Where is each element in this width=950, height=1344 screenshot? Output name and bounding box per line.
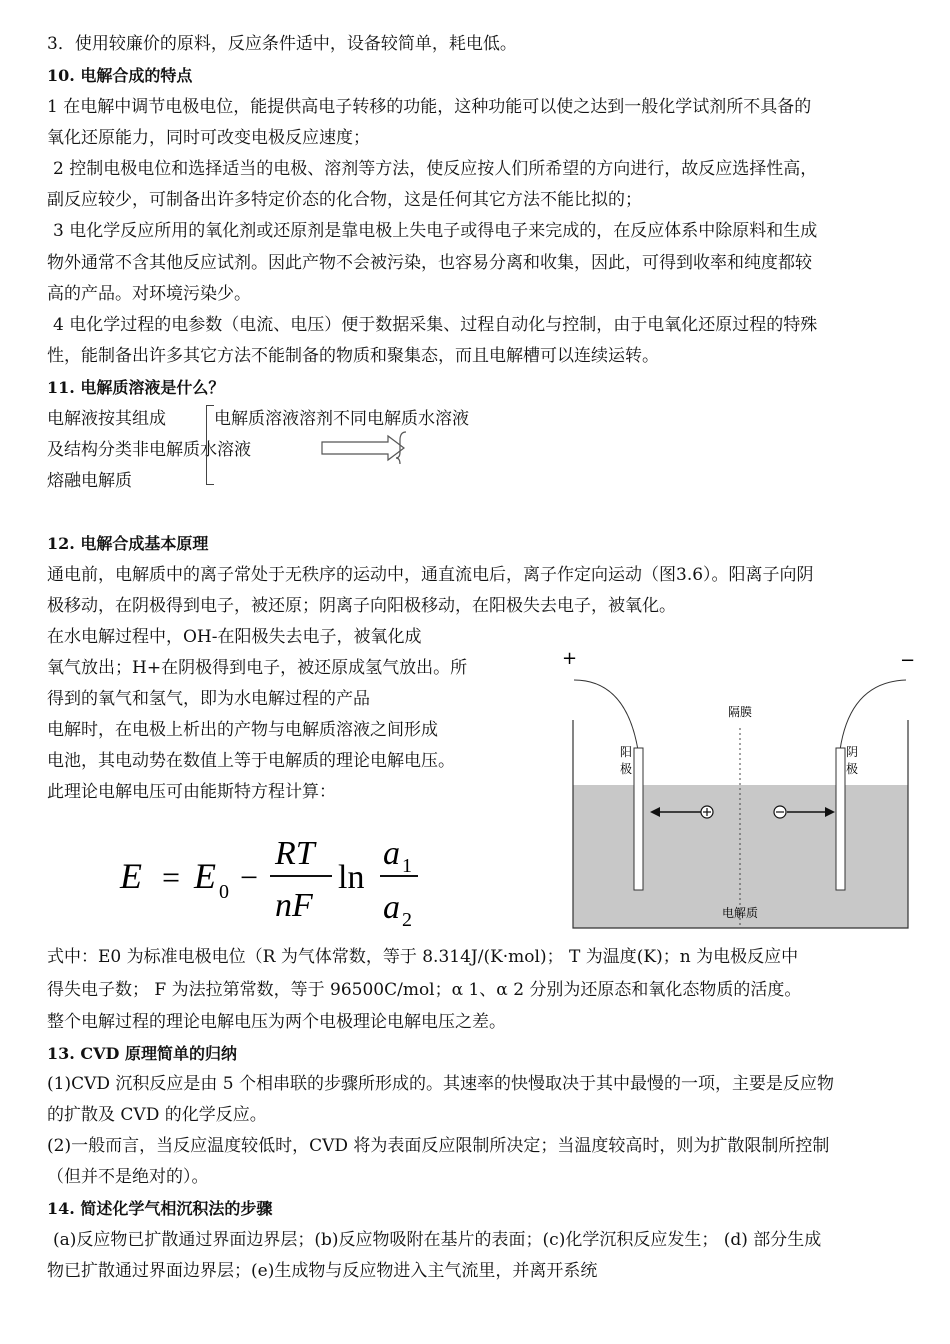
formula-e0: E [194, 856, 216, 896]
text-line: 整个电解过程的理论电解电压为两个电极理论电解电压之差。 [47, 1012, 506, 1032]
formula-lhs: E [120, 856, 142, 896]
anode-label-1: 阳 [620, 745, 633, 759]
cathode-electrode [836, 748, 845, 890]
text-line: 电池，其电动势在数值上等于电解质的理论电解电压。 [47, 751, 455, 771]
cathode-label-2: 极 [846, 762, 859, 776]
text-line: 2 控制电极电位和选择适当的电极、溶剂等方法，使反应按人们所希望的方向进行，故反应选择性高， [53, 159, 818, 179]
tree-branch-label: 电解质溶液溶剂不同电解质水溶液 [214, 409, 469, 429]
text-line: 高的产品。对环境污染少。 [47, 284, 251, 304]
positive-terminal-label: + [562, 648, 578, 669]
formula-a2-sub: 2 [402, 909, 412, 931]
tree-root-label: 及结构分类非电解质水溶液 [47, 440, 251, 460]
heading-12: 12. 电解合成基本原理 [47, 534, 209, 553]
text-line: （但并不是绝对的）。 [47, 1167, 209, 1187]
formula-a1: a [383, 835, 400, 872]
nernst-equation [118, 826, 438, 936]
text-line: 得到的氧气和氢气，即为水电解过程的产品 [47, 689, 370, 709]
text-line: 3 电化学反应所用的氧化剂或还原剂是靠电极上失电子或得电子来完成的，在反应体系中除原料和生成 [53, 221, 818, 241]
formula-e0-sub: 0 [219, 881, 229, 903]
cathode-label-1: 阴 [846, 745, 859, 759]
brace-line [206, 405, 214, 485]
text-line: 3．使用较廉价的原料，反应条件适中，设备较简单，耗电低。 [47, 34, 517, 54]
text-line: 极移动，在阴极得到电子，被还原；阴离子向阳极移动，在阳极失去电子，被氧化。 [47, 596, 676, 616]
anode-electrode [634, 748, 643, 890]
text-line: 4 电化学过程的电参数（电流、电压）便于数据采集、过程自动化与控制，由于电氧化还原过程的特殊 [53, 315, 818, 335]
heading-11: 11. 电解质溶液是什么？ [47, 378, 225, 397]
negative-terminal-label: − [900, 650, 916, 671]
text-line: 1 在电解中调节电极电位，能提供高电子转移的功能，这种功能可以使之达到一般化学试剂所不具备的 [47, 97, 812, 117]
text-line: 副反应较少，可制备出许多特定价态的化合物，这是任何其它方法不能比拟的； [47, 190, 642, 210]
formula-denominator: nF [275, 887, 313, 924]
text-line: 氧化还原能力，同时可改变电极反应速度； [47, 128, 370, 148]
membrane-label: 隔膜 [727, 705, 753, 719]
text-line: (2)一般而言，当反应温度较低时，CVD 将为表面反应限制所决定；当温度较高时，则为扩散限制所控制 [47, 1136, 830, 1156]
hollow-arrow-icon [318, 430, 418, 470]
tree-root-label: 电解液按其组成 [47, 409, 166, 429]
text-line: 物已扩散通过界面边界层；(e)生成物与反应物进入主气流里，并离开系统 [47, 1261, 598, 1281]
text-line: 式中：E0 为标准电极电位（R 为气体常数，等于 8.314J/(K·mol)； T 为温度(K)；n 为电极反应中 [47, 947, 799, 967]
tree-leaf-label: 熔融电解质 [47, 471, 132, 491]
formula-equals: = [162, 859, 181, 895]
formula-ln: ln [338, 859, 365, 896]
formula-a1-sub: 1 [402, 855, 412, 877]
anode-label-2: 极 [620, 762, 633, 776]
text-line: 电解时，在电极上析出的产物与电解质溶液之间形成 [47, 720, 438, 740]
text-line: 得失电子数； F 为法拉第常数，等于 96500C/mol；α 1、α 2 分别为还原态和氧化态物质的活度。 [47, 980, 802, 1000]
formula-numerator: RT [275, 835, 315, 872]
heading-14: 14. 简述化学气相沉积法的步骤 [47, 1199, 273, 1218]
heading-10: 10. 电解合成的特点 [47, 66, 193, 85]
electrolyte-label: 电解质 [721, 906, 759, 920]
text-line: 在水电解过程中，OH-在阳极失去电子，被氧化成 [47, 627, 422, 647]
text-line: (a)反应物已扩散通过界面边界层；(b)反应物吸附在基片的表面；(c)化学沉积反应发生； (d) 部分生成 [53, 1230, 822, 1250]
text-line: 物外通常不含其他反应试剂。因此产物不会被污染，也容易分离和收集，因此，可得到收率和纯度都较 [47, 253, 812, 273]
formula-a2: a [383, 889, 400, 926]
text-line: 性，能制备出许多其它方法不能制备的物质和聚集态，而且电解槽可以连续运转。 [47, 346, 659, 366]
text-line: 通电前，电解质中的离子常处于无秩序的运动中，通直流电后，离子作定向运动（图3.6）。阳离子向阴 [47, 565, 814, 585]
text-line: 氧气放出；H+在阴极得到电子，被还原成氢气放出。所 [47, 658, 468, 678]
text-line: 的扩散及 CVD 的化学反应。 [47, 1105, 267, 1125]
text-line: (1)CVD 沉积反应是由 5 个相串联的步骤所形成的。其速率的快慢取决于其中最慢的一项，主要是反应物 [47, 1074, 835, 1094]
text-line: 此理论电解电压可由能斯特方程计算： [47, 782, 336, 802]
heading-13: 13. CVD 原理简单的归纳 [47, 1044, 238, 1063]
formula-minus: − [240, 859, 259, 895]
electrolysis-diagram [556, 640, 926, 940]
